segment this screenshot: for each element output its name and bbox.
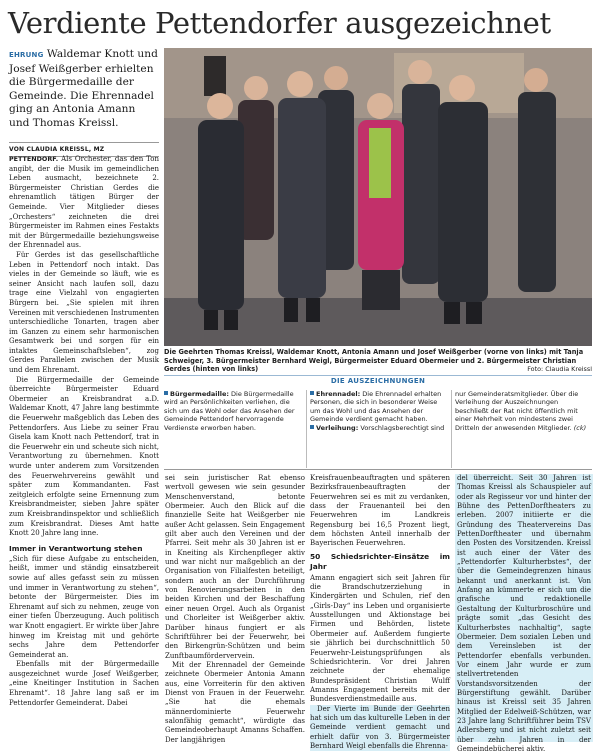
infobox-ehrennadel: Ehrennadel: Die Ehrennadel erhalten Personen, die sich in besonderer Weise um das Wohl und das Ansehen der Gemeinde verdient gemacht haben. Verleihung: Vorschlagsberechtigt sind: [310, 390, 445, 432]
article-lead: [9, 48, 159, 131]
caption-text: Die Geehrten Thomas Kreissl, Waldemar Knott, Antonia Amann und Josef Weißgerber (vorne von links) mit Tanja Schweiger, 3. Bürgermeister Bernhard Weigl, Bürgermeister Eduard Obermeier und 2. Bürgermeister Christian Gerdes (hinten von links): [164, 348, 584, 374]
paragraph: sei sein juristischer Rat ebenso wertvoll gewesen wie sein gesunder Menschenverstand, betonte Obermeier. Auch den Blick auf die finanzielle Seite hat Weißgerber nie außer Acht gelassen. Sein Engagement gilt aber auch den Vereinen und der Pfarrei. Seit mehr als 30 Jahren ist er in Kneiting als Kirchenpfleger aktiv und war nicht nur maßgeblich an der Organisation von Filialfesten beteiligt, sondern auch an der Durchführung von Renovierungsarbeiten in den beiden Kirchen und der Beschaffung einer neuen Orgel. Auch als Organist und Chorleiter ist Weißgerber aktiv. Darüber hinaus fungiert er als Schriftführer bei der Feuerwehr, bei den Birkengrün-Schützen und beim Zunftbaumfördervervein.: [165, 474, 305, 660]
body-column-2: [165, 474, 305, 745]
infobox-verleihung: nur Gemeinderatsmitglieder. Über die Verleihung der Auszeichnungen beschließt der Rat nicht öffentlich mit einer Mehrheit von mindestens zwei Dritteln der anwesenden Mitglieder. (ck): [455, 390, 587, 432]
infobox-title: DIE AUSZEICHNUNGEN: [164, 375, 592, 386]
paragraph: Für Gerdes ist das gesellschaftliche Leben in Pettendorf noch intakt. Das vieles in der Gemeinde so läuft, wie es seiner Ansicht nach laufen soll, dazu trage eine Vielzahl von engagierten Bürgern bei. „Sie spielen mit ihren Vereinen mit verschiedenen Instrumenten unterschiedliche Tonarten, tragen aber im Ganzen zu einem sehr harmonischen Gesamtwerk bei und sorgen für ein intaktes Gemeinschaftsleben“, zog Gerdes Parallelen zwischen der Musik und dem Ehrenamt.: [9, 250, 159, 375]
photo-illustration: [164, 48, 592, 346]
paragraph: Amann engagiert sich seit Jahren für die Brandschutzerziehung in Kindergärten und Schulen, rief den „Girls-Day“ ins Leben und organisierte Ausstellungen und Aktionstage bei Firmen und Behörden, listete Obermeier auf. Außerdem fungierte sie jährlich bei durchschnittlich 50 Feuerwehr-Leistungsprüfungen als Schiedsrichterin. Vor drei Jahren zeichnete der ehemalige Bundespräsident Christian Wulff Amanns Engagement bereits mit der Bundesverdienstmedaille aus.: [310, 573, 450, 704]
paragraph: „Sich für diese Aufgabe zu entscheiden, heißt, immer und ständig einsatzbereit sowie auf alles gefasst sein zu müssen und immer in Verantwortung zu stehen“, betonte der Bürgermeister. Dies im Ehrenamt auf sich zu nehmen, zeuge von einer tiefen Überzeugung. Auch politisch war Knott engagiert. Er wirkte über Jahre hinweg im Kreistag mit und gehörte sechs Jahre dem Pettendorfer Gemeinderat an.: [9, 554, 159, 659]
body-column-1: [9, 155, 159, 708]
photo-credit: Foto: Claudia Kreissl: [527, 365, 592, 374]
photo-caption: [164, 348, 592, 374]
paragraph: Kreisfrauenbeauftragten und späteren Bezirksfrauenbeauftragten der Feuerwehren sei es mit zu verdanken, dass der Frauenanteil bei den Feuerwehren im Landkreis Regensburg bei 16,5 Prozent liegt, dem höchsten Anteil innerhalb der Bayerischen Feuerwehren.: [310, 474, 450, 548]
divider: [306, 390, 307, 468]
byline: VON CLAUDIA KREISSL, MZ: [9, 142, 159, 157]
bullet-square-icon: [164, 391, 168, 395]
paragraph: del überreicht. Seit 30 Jahren ist Thomas Kreissl als Schauspieler auf oder als Regisseur vor und hinter der Bühne des PettenDorftheaters zu erleben. 2007 initiierte er die Gründung des Theatervereins Das PettenDorftheater und übernahm den Posten des Vorsitzenden. Kreissl ist auch einer der Väter des „Pettendorfer Kulturherbstes“, der über die Gemeindegrenzen hinaus bekannt und anerkannt ist. Von Anfang an kümmerte er sich um die grafische und redaktionelle Gestaltung der Kulturbroschüre und prägte somit „das Gesicht des Kulturherbstes nachhaltig“, sagte Obermeier. Dem sozialen Leben und dem Vereinsleben ist der Pettendorfer ebenfalls verbunden. Vor einem Jahr wurde er zum stellvertretenden Vorstandsvorsitzenden der Bürgerstiftung gewählt. Darüber hinaus ist Kreissl seit 35 Jahren Mitglied der Edelweiß-Schützen, war 23 Jahre lang Schriftführer beim TSV Adlersberg und ist nicht zuletzt seit über zehn Jahren in der Gemeindebücherei aktiv.: [457, 474, 591, 753]
paragraph: Die Bürgermedaille der Gemeinde überreichte Bürgermeister Eduard Obermeier an Kreisbrandrat a.D. Waldemar Knott, 47 Jahre lang bestimmte die Feuerwehr maßgeblich das Leben des Pettendorfers. Aus Liebe zu seiner Frau Gisela kam Knott nach Pettendorf, trat in die Feuerwehr ein und scheute sich nicht, Verantwortung zu übernehmen. Knott wurde unter anderem zum Vorsitzenden des Feuerwehrvereins gewählt und später zum Kommandanten. Fast zeitgleich erfolgte seine Ernennung zum Kreisbrandmeister, sieben Jahre später zum Kreisbrandinspektor und schließlich zum Kreisbrandrat. Dieses Amt hatte Knott 20 Jahre lang inne.: [9, 375, 159, 538]
paragraph: Ebenfalls mit der Bürgermedaille ausgezeichnet wurde Josef Weißgerber, „eine Kneitinger Institution in Sachen Ehrenamt“. 18 Jahre lang saß er im Pettendorfer Gemeinderat. Dabei: [9, 660, 159, 707]
article-headline: Verdiente Pettendorfer ausgezeichnet: [8, 6, 551, 40]
kicker: EHRUNG: [9, 51, 44, 59]
divider: [451, 390, 452, 468]
bullet-square-icon: [310, 391, 314, 395]
group-photo: [164, 48, 592, 346]
body-column-3: [310, 474, 450, 751]
bullet-square-icon: [310, 425, 314, 429]
dateline: PETTENDORF.: [9, 155, 59, 163]
subheading: 50 Schiedsrichter-Einsätze im Jahr: [310, 551, 450, 571]
lead-text: Waldemar Knott und Josef Weißgerber erhielten die Bürgermedaille der Gemeinde. Die Ehrennadel ging an Antonia Amann und Thomas Kreissl.: [9, 48, 158, 129]
divider: [164, 469, 592, 470]
body-column-4: [455, 474, 593, 753]
subheading: Immer in Verantwortung stehen: [9, 543, 143, 553]
paragraph: Der Vierte im Bunde der Geehrten hat sich um das kulturelle Leben in der Gemeinde verdient gemacht und erhielt dafür von 3. Bürgermeister Bernhard Weigl ebenfalls die Ehrenna-: [310, 704, 450, 750]
infobox-buergermedaille: Bürgermedaille: Die Bürgermedaille wird an Persönlichkeiten verliehen, die sich um das Wohl oder das Ansehen der Gemeinde Pettendorf hervorragende Verdienste erworben haben.: [164, 390, 295, 432]
paragraph: Mit der Ehrennadel der Gemeinde zeichnete Obermeier Antonia Amann aus, eine Vorreiterin für den aktiven Dienst von Frauen in der Feuerwehr. „Sie hat die ehemals männerdominierte Feuerwehr salonfähig gemacht“, würdigte das Gemeindeoberhaupt Amanns Schaffen. Der langjährigen: [165, 660, 305, 744]
paragraph: PETTENDORF. Als Orchester, das den Ton angibt, der die Musik im gemeindlichen Leben ausmacht, bezeichnete 2. Bürgermeister Christian Gerdes die ehrenamtlich tätigen Bürger der Gemeinde. Vier Mitglieder dieses „Orchesters“ zeichneten die drei Bürgermeister im Rahmen eines Festakts mit der Bürgermedaille beziehungsweise der Ehrennadel aus.: [9, 155, 159, 250]
